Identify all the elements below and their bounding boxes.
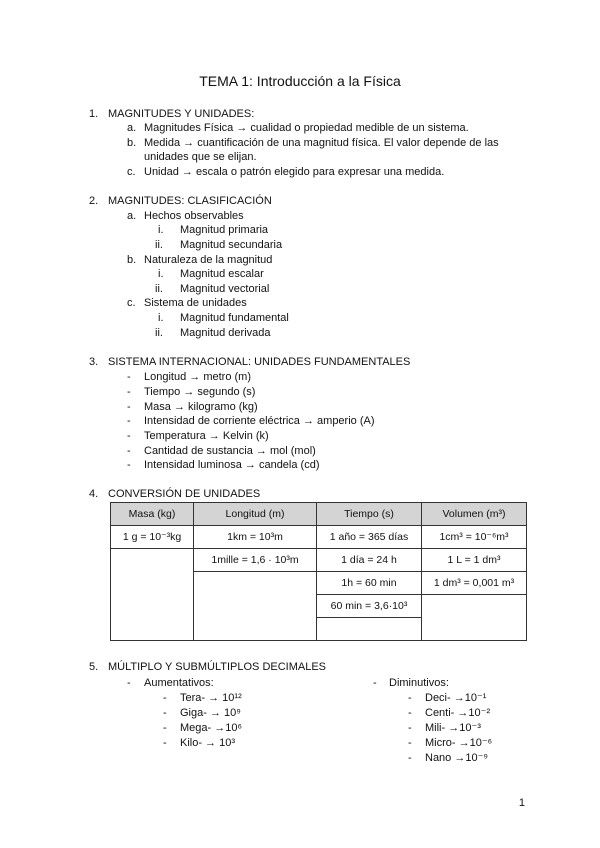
list-marker: b. (127, 254, 137, 266)
list-item-continuation: unidades que se elijan. (144, 151, 257, 163)
bullet-dash: - (373, 677, 377, 689)
sublist-marker: i. (158, 268, 164, 280)
bullet-dash: - (408, 722, 412, 734)
list-item: Tera- → 10¹² (180, 692, 242, 704)
list-marker: a. (127, 210, 137, 222)
table-cell-empty (194, 572, 317, 641)
list-marker: c. (127, 297, 136, 309)
list-item: Intensidad de corriente eléctrica → amperio (A) (144, 415, 375, 427)
page-number: 1 (518, 797, 525, 809)
list-item: Naturaleza de la magnitud (144, 254, 273, 266)
table-cell: 1km = 10³m (194, 526, 317, 549)
table-cell: 1 g = 10⁻³kg (111, 526, 194, 549)
bullet-dash: - (163, 737, 167, 749)
list-item: Tiempo → segundo (s) (144, 386, 256, 398)
list-heading-diminutivos: Diminutivos: (389, 677, 449, 689)
table-cell: 1mille = 1,6 · 10³m (194, 549, 317, 572)
sublist-marker: ii. (155, 327, 163, 339)
table-row (111, 526, 527, 549)
sublist-marker: ii. (155, 283, 163, 295)
header-volumen: Volumen (m³) (422, 503, 527, 526)
sublist-item: Magnitud escalar (180, 268, 264, 280)
table-cell: 60 min = 3,6·10³ (317, 595, 422, 618)
sublist-marker: i. (158, 224, 164, 236)
list-item: Masa → kilogramo (kg) (144, 401, 258, 413)
sublist-item: Magnitud fundamental (180, 312, 289, 324)
list-item: Hechos observables (144, 210, 244, 222)
section-heading: MAGNITUDES Y UNIDADES: (108, 108, 255, 120)
bullet-dash: - (127, 445, 131, 457)
list-item: Sistema de unidades (144, 297, 247, 309)
list-item: Intensidad luminosa → candela (cd) (144, 459, 320, 471)
conversion-table (110, 502, 527, 641)
page-title: TEMA 1: Introducción a la Física (199, 73, 401, 89)
bullet-dash: - (127, 386, 131, 398)
section-heading: MAGNITUDES: CLASIFICACIÓN (108, 195, 272, 207)
bullet-dash: - (408, 707, 412, 719)
list-item: Kilo- → 10³ (180, 737, 236, 749)
sublist-marker: ii. (155, 239, 163, 251)
sublist-item: Magnitud vectorial (180, 283, 270, 295)
bullet-dash: - (163, 692, 167, 704)
section-number: 5. (89, 661, 99, 673)
table-cell: 1 L = 1 dm³ (422, 549, 527, 572)
list-item: Unidad → escala o patrón elegido para expresar una medida. (144, 166, 445, 178)
table-cell-empty (317, 618, 422, 641)
section-heading: MÚLTIPLO Y SUBMÚLTIPLOS DECIMALES (108, 661, 327, 673)
section-heading: SISTEMA INTERNACIONAL: UNIDADES FUNDAMENTALES (108, 356, 411, 368)
bullet-dash: - (163, 722, 167, 734)
section-number: 2. (89, 195, 99, 207)
table-cell: 1 día = 24 h (317, 549, 422, 572)
table-cell: 1h = 60 min (317, 572, 422, 595)
section-number: 1. (89, 108, 99, 120)
list-item: Mili- →10⁻³ (425, 722, 481, 734)
bullet-dash: - (127, 430, 131, 442)
list-marker: c. (127, 166, 136, 178)
table-cell: 1 dm³ = 0,001 m³ (422, 572, 527, 595)
table-cell-empty (422, 595, 527, 641)
bullet-dash: - (408, 752, 412, 764)
list-item: Nano →10⁻⁹ (425, 752, 489, 764)
header-longitud: Longitud (m) (194, 503, 317, 526)
sublist-marker: i. (158, 312, 164, 324)
list-item: Deci- →10⁻¹ (425, 692, 487, 704)
list-marker: b. (127, 137, 137, 149)
list-item: Giga- → 10⁹ (180, 707, 241, 719)
list-item: Temperatura → Kelvin (k) (144, 430, 269, 442)
header-tiempo: Tiempo (s) (317, 503, 422, 526)
bullet-dash: - (127, 677, 131, 689)
table-cell-empty (111, 549, 194, 641)
bullet-dash: - (127, 459, 131, 471)
table-cell: 1cm³ = 10⁻⁶m³ (422, 526, 527, 549)
bullet-dash: - (127, 401, 131, 413)
list-item: Medida → cuantificación de una magnitud física. El valor depende de las (144, 137, 499, 149)
table-row (111, 549, 527, 572)
bullet-dash: - (408, 737, 412, 749)
list-heading-aumentativos: Aumentativos: (144, 677, 214, 689)
list-item: Longitud → metro (m) (144, 371, 251, 383)
section-number: 4. (89, 488, 99, 500)
table-cell: 1 año = 365 días (317, 526, 422, 549)
sublist-item: Magnitud primaria (180, 224, 269, 236)
list-item: Mega- →10⁶ (180, 722, 242, 734)
list-item: Micro- →10⁻⁶ (425, 737, 493, 749)
bullet-dash: - (408, 692, 412, 704)
sublist-item: Magnitud secundaria (180, 239, 283, 251)
list-item: Magnitudes Física → cualidad o propiedad medible de un sistema. (144, 122, 469, 134)
bullet-dash: - (127, 415, 131, 427)
list-item: Cantidad de sustancia → mol (mol) (144, 445, 316, 457)
table-header-row (111, 503, 527, 526)
header-masa: Masa (kg) (111, 503, 194, 526)
section-heading: CONVERSIÓN DE UNIDADES (108, 488, 261, 500)
list-item: Centi- →10⁻² (425, 707, 491, 719)
bullet-dash: - (163, 707, 167, 719)
section-number: 3. (89, 356, 99, 368)
list-marker: a. (127, 122, 137, 134)
bullet-dash: - (127, 371, 131, 383)
sublist-item: Magnitud derivada (180, 327, 271, 339)
